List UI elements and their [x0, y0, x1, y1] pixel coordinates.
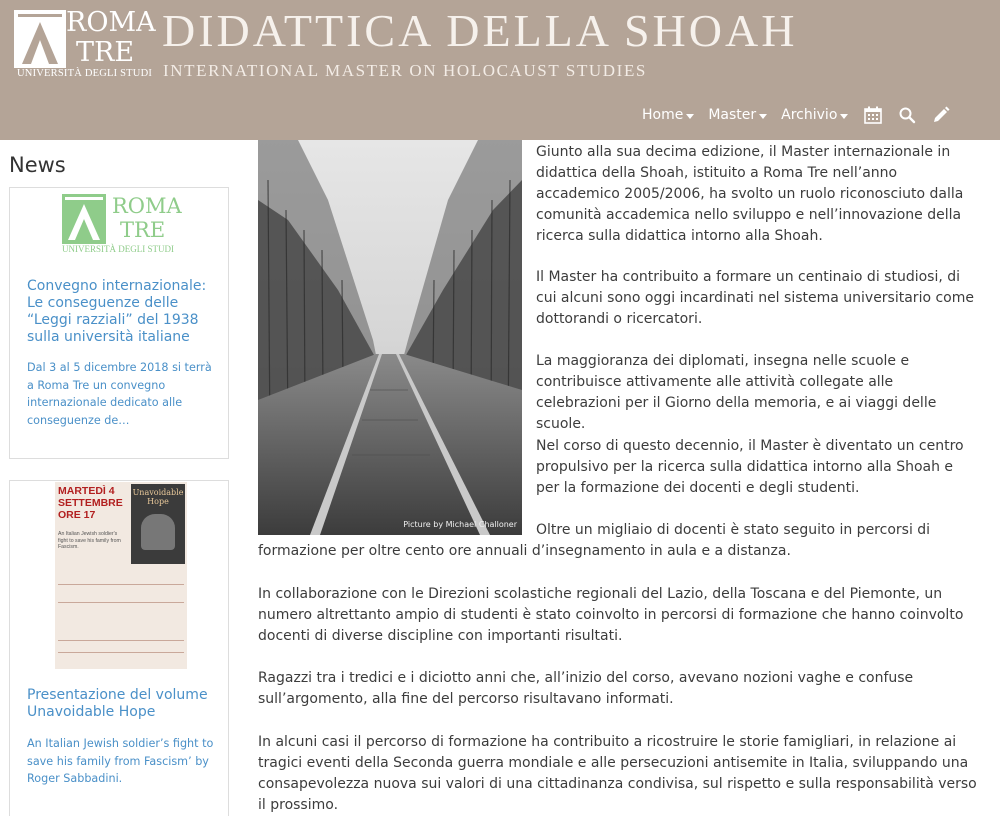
site-header — [0, 0, 1000, 140]
chevron-down-icon — [759, 114, 767, 119]
roma-tre-logo[interactable] — [14, 7, 156, 82]
site-title[interactable]: DIDATTICA DELLA SHOAH — [162, 5, 798, 56]
logo-university-text: UNIVERSITÀ DEGLI STUDI — [17, 68, 153, 79]
news-excerpt: Dal 3 al 5 dicembre 2018 si terrà a Roma Tre un convegno internazionale dedicato alle conseguenze de… — [27, 361, 212, 427]
article-paragraph: Ragazzi tra i tredici e i diciotto anni che, all’inizio del corso, avevano nozioni vaghe e confuse sull’argomento, alla fine del percorso risultavano informati. — [258, 670, 914, 707]
logo-university-text: UNIVERSITÀ DEGLI STUDI — [62, 244, 174, 254]
article-paragraph: Oltre un migliaio di docenti è stato seguito in percorsi di formazione per oltre cento ore annuali d’insegnamento in aula e a distanza. — [258, 522, 931, 559]
news-card — [9, 187, 229, 459]
article-paragraph: Nel corso di questo decennio, il Master è diventato un centro propulsivo per la ricerca sulla didattica intorno alla Shoah e per la formazione dei docenti e degli studenti. — [536, 438, 964, 496]
book-cover-title: Unavoidable Hope — [132, 488, 184, 506]
chevron-down-icon — [840, 114, 848, 119]
site-subtitle: INTERNATIONAL MASTER ON HOLOCAUST STUDIES — [163, 61, 647, 80]
article-paragraph: Giunto alla sua decima edizione, il Master internazionale in didattica della Shoah, istituito a Roma Tre nell’anno accademico 2005/2006, ha svolto un ruolo riconosciuto dalla comunità accademica nello sviluppo e nell’innovazione della ricerca sulla didattica intorno alla Shoah. — [536, 144, 964, 244]
calendar-icon[interactable] — [864, 106, 882, 124]
poster-divider — [58, 652, 184, 653]
logo-arch-icon — [14, 10, 66, 68]
news-excerpt: An Italian Jewish soldier’s fight to save his family from Fascism’ by Roger Sabbadini. — [27, 737, 214, 785]
article-paragraph: Il Master ha contribuito a formare un centinaio di studiosi, di cui alcuni sono oggi incardinati nel sistema universitario come dottorandi o ricercatori. — [536, 269, 974, 327]
logo-roma-text: ROMA — [112, 194, 182, 218]
news-title-link[interactable]: Presentazione del volume Unavoidable Hope — [27, 687, 208, 720]
pencil-icon[interactable] — [932, 106, 950, 124]
poster-divider — [58, 584, 184, 585]
nav-master-label: Master — [708, 107, 757, 123]
article-paragraph: La maggioranza dei diplomati, insegna nelle scuole e contribuisce attivamente alle attività collegate alle celebrazioni per il Giorno della memoria, e ai viaggi delle scuole. — [536, 353, 937, 432]
book-cover-portrait — [141, 514, 175, 550]
nav-archivio[interactable] — [781, 107, 848, 123]
poster-divider — [58, 640, 184, 641]
photo-credit: Picture by Michael Challoner — [403, 520, 517, 529]
event-poster-image[interactable] — [55, 482, 187, 669]
nav-home-label: Home — [642, 107, 684, 123]
news-heading: News — [9, 153, 66, 177]
poster-subtitle: An Italian Jewish soldier's fight to save his family from Fascism. — [58, 531, 121, 550]
nav-archivio-label: Archivio — [781, 107, 838, 123]
search-icon[interactable] — [898, 106, 916, 124]
logo-arch-icon — [62, 194, 106, 244]
railway-photo — [258, 140, 522, 535]
logo-roma-text: ROMA — [66, 7, 156, 38]
poster-date: MARTEDÌ 4 SETTEMBRE ORE 17 — [58, 485, 123, 521]
chevron-down-icon — [686, 114, 694, 119]
book-cover-image — [131, 484, 185, 564]
logo-tre-text: TRE — [76, 37, 135, 68]
poster-divider — [58, 602, 184, 603]
logo-tre-text: TRE — [120, 218, 166, 242]
article-paragraph: In collaborazione con le Direzioni scolastiche regionali del Lazio, della Toscana e del Piemonte, un numero altrettanto ampio di studenti è stato coinvolto in percorsi di formazione che hanno coinvolto docenti di diverse discipline con importanti risultati. — [258, 586, 964, 644]
main-nav — [642, 104, 964, 126]
nav-home[interactable] — [642, 107, 694, 123]
nav-master[interactable] — [708, 107, 767, 123]
roma-tre-logo — [62, 194, 182, 258]
news-card — [9, 480, 229, 816]
news-title-link[interactable]: Convegno internazionale: Le conseguenze delle “Leggi razziali” del 1938 sulla università italiane — [27, 278, 207, 345]
article-paragraph: In alcuni casi il percorso di formazione ha contribuito a ricostruire le storie famigliari, in relazione ai tragici eventi della Seconda guerra mondiale e alle persecuzioni antisemite in Italia, sviluppando una consapevolezza nuova sui valori di una cittadinanza condivisa, sul rispetto e sulla responsabilità verso il prossimo. — [258, 734, 977, 813]
